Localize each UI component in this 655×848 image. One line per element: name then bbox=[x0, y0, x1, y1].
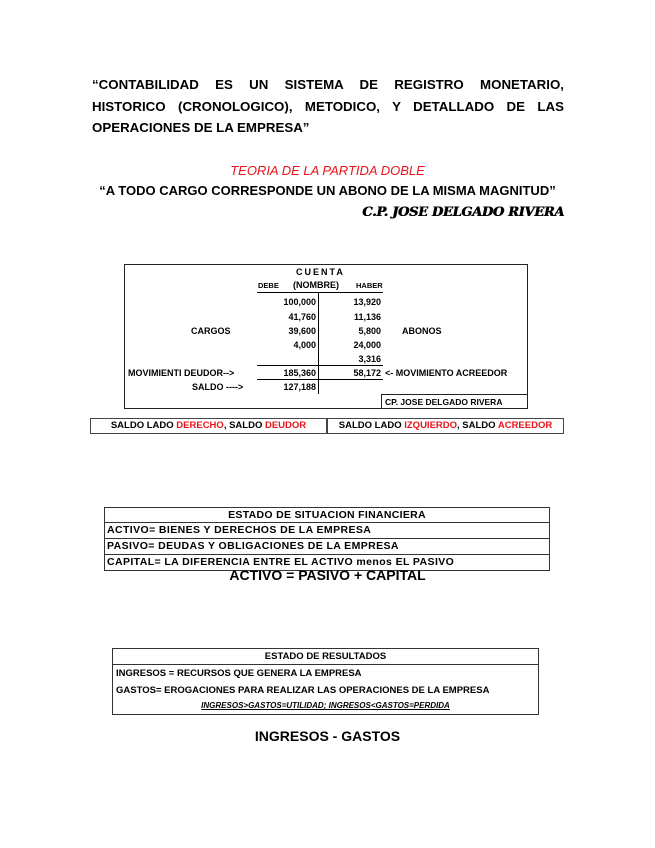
saldo-deudor-mid: , SALDO bbox=[223, 420, 265, 431]
saldo-label: SALDO ----> bbox=[192, 382, 244, 392]
balance-equation: ACTIVO = PASIVO + CAPITAL bbox=[229, 567, 426, 583]
nombre-header: (NOMBRE) bbox=[293, 280, 339, 290]
mov-acreedor-label: <- MOVIMIENTO ACREEDOR bbox=[385, 368, 508, 378]
saldo-acreedor-type: ACREEDOR bbox=[497, 420, 553, 431]
cuenta-title: CUENTA bbox=[296, 267, 345, 277]
definition-text: “CONTABILIDAD ES UN SISTEMA DE REGISTRO MONETARIO, HISTORICO (CRONOLOGICO), METODICO, Y DETALLADO DE LAS OPERACIONES DE LA EMPRESA” bbox=[92, 77, 564, 135]
saldo-deudor-side: DERECHO bbox=[176, 420, 224, 431]
author-signature: C.P. JOSE DELGADO RIVERA bbox=[362, 205, 564, 220]
saldo-acreedor-pre: SALDO LADO bbox=[338, 420, 405, 431]
er-row: INGRESOS = RECURSOS QUE GENERA LA EMPRESA bbox=[116, 668, 362, 679]
haber-value: 5,800 bbox=[358, 326, 381, 336]
saldo-acreedor-mid: , SALDO bbox=[457, 420, 498, 431]
saldo-value: 127,188 bbox=[283, 382, 316, 392]
er-row: GASTOS= EROGACIONES PARA REALIZAR LAS OPERACIONES DE LA EMPRESA bbox=[116, 685, 490, 696]
debe-header: DEBE bbox=[258, 281, 279, 290]
mov-acreedor-value: 58,172 bbox=[353, 368, 381, 378]
haber-value: 13,920 bbox=[353, 297, 381, 307]
results-equation: INGRESOS - GASTOS bbox=[254, 728, 401, 744]
teoria-principle: “A TODO CARGO CORRESPONDE UN ABONO DE LA MISMA MAGNITUD” bbox=[99, 183, 556, 198]
totals-line bbox=[257, 365, 383, 366]
cuenta-signature: CP. JOSE DELGADO RIVERA bbox=[381, 394, 528, 409]
saldo-acreedor-side: IZQUIERDO bbox=[404, 420, 458, 431]
saldo-deudor-bar bbox=[90, 418, 327, 434]
esf-table bbox=[104, 507, 550, 571]
mov-deudor-label: MOVIMIENTI DEUDOR--> bbox=[128, 368, 235, 378]
haber-value: 24,000 bbox=[353, 340, 381, 350]
esf-row: ACTIVO= BIENES Y DERECHOS DE LA EMPRESA bbox=[105, 523, 549, 539]
mov-deudor-value: 185,360 bbox=[283, 368, 316, 378]
haber-header: HABER bbox=[356, 281, 383, 290]
saldo-deudor-type: DEUDOR bbox=[264, 420, 307, 431]
esf-title: ESTADO DE SITUACION FINANCIERA bbox=[105, 508, 549, 523]
cargos-label: CARGOS bbox=[191, 326, 231, 336]
esf-row: PASIVO= DEUDAS Y OBLIGACIONES DE LA EMPRESA bbox=[105, 539, 549, 555]
abonos-label: ABONOS bbox=[402, 326, 442, 336]
er-table bbox=[112, 648, 539, 715]
saldo-line bbox=[257, 379, 383, 380]
er-title: ESTADO DE RESULTADOS bbox=[113, 649, 538, 665]
debe-value: 4,000 bbox=[293, 340, 316, 350]
debe-value: 39,600 bbox=[288, 326, 316, 336]
saldo-deudor-pre: SALDO LADO bbox=[110, 420, 177, 431]
haber-value: 11,136 bbox=[353, 312, 381, 322]
saldo-acreedor-bar bbox=[327, 418, 564, 434]
debe-value: 41,760 bbox=[288, 312, 316, 322]
teoria-title: TEORIA DE LA PARTIDA DOBLE bbox=[230, 163, 425, 178]
debe-value: 100,000 bbox=[283, 297, 316, 307]
er-formula: INGRESOS>GASTOS=UTILIDAD; INGRESOS<GASTOS=PERDIDA bbox=[201, 701, 450, 710]
haber-value: 3,316 bbox=[358, 354, 381, 364]
t-account-top-line bbox=[257, 292, 383, 293]
esf-row: CAPITAL= LA DIFERENCIA ENTRE EL ACTIVO menos EL PASIVO bbox=[107, 556, 455, 568]
